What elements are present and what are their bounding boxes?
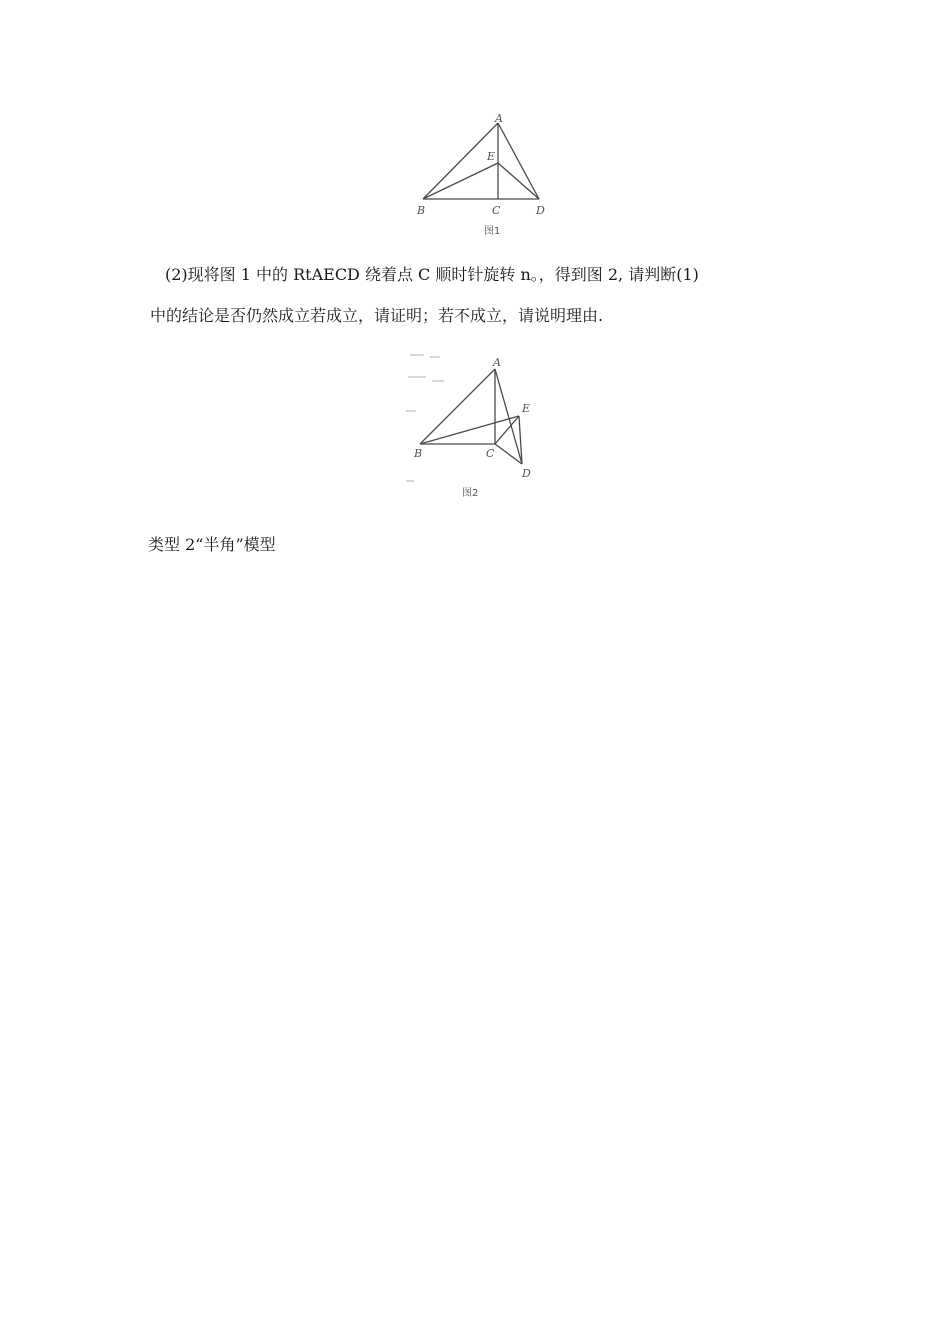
question-line-1: (2)现将图 1 中的 RtAECD 绕着点 C 顺时针旋转 n。，得到图 2, 请判断(1) bbox=[165, 265, 699, 284]
figure-2-caption: 图2 bbox=[462, 488, 479, 499]
point-label-e: E bbox=[487, 150, 496, 163]
question-line-2: 中的结论是否仍然成立若成立，请证明；若不成立，请说明理由. bbox=[150, 306, 604, 325]
point-label-b: B bbox=[414, 447, 423, 460]
point-label-e: E bbox=[522, 402, 531, 415]
segment-ad bbox=[498, 123, 539, 199]
point-label-c: C bbox=[492, 204, 501, 217]
point-label-d: D bbox=[522, 467, 531, 480]
type-2-heading: 类型 2“半角”模型 bbox=[148, 535, 276, 554]
segment-be bbox=[423, 163, 498, 199]
figure-1 bbox=[405, 108, 565, 243]
figure-1-lines bbox=[423, 123, 539, 199]
point-label-a: A bbox=[495, 112, 503, 125]
point-label-a: A bbox=[493, 356, 501, 369]
segment-cd bbox=[495, 444, 522, 464]
point-label-d: D bbox=[536, 204, 545, 217]
figure-2 bbox=[402, 350, 562, 502]
point-label-b: B bbox=[417, 204, 426, 217]
figure-1-caption: 图1 bbox=[484, 226, 501, 237]
figure-2-lines bbox=[420, 369, 522, 464]
figure-2-scan-noise bbox=[406, 354, 444, 482]
point-label-c: C bbox=[486, 447, 495, 460]
segment-ed bbox=[498, 163, 539, 199]
